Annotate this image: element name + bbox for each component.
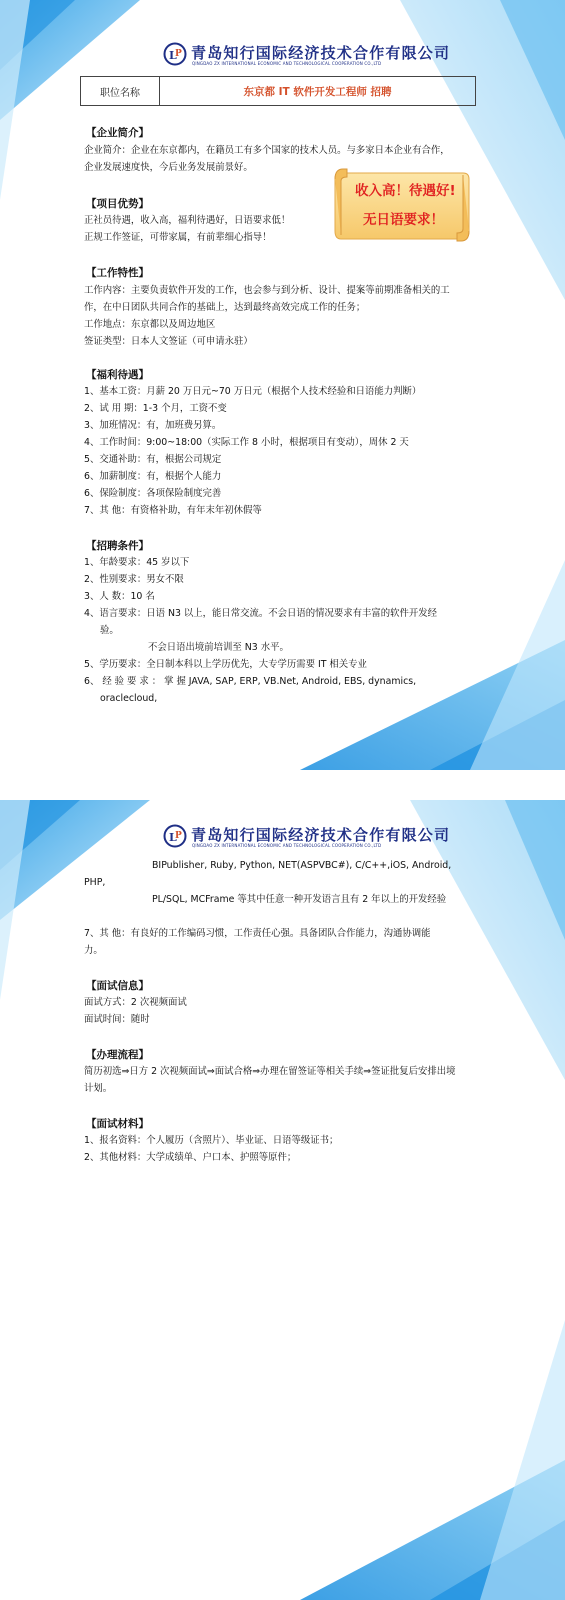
svg-text:L: L	[169, 831, 177, 844]
list-item: 2、试 用 期：1-3 个月，工资不变	[84, 403, 227, 414]
svg-text:P: P	[175, 831, 182, 841]
list-item: 4、工作时间：9:00~18:00（实际工作 8 小时，根据项目有变动），周休 2 天	[84, 437, 409, 448]
banner-line-1: 收入高！待遇好!	[355, 183, 456, 199]
list-item: 2、其他材料：大学成绩单、户口本、护照等原件；	[84, 1152, 297, 1163]
document-page-1	[0, 0, 565, 770]
text-line: 签证类型：日本人文签证（可申请永驻）	[84, 336, 253, 347]
list-item: 3、加班情况：有，加班费另算。	[84, 420, 222, 431]
text-line: 工作内容：主要负责软件开发的工作，也会参与到分析、设计、提案等前期准备相关的工	[84, 285, 450, 296]
logo-chinese-name: 青岛知行国际经济技术合作有限公司	[191, 826, 451, 844]
text-line: 作，在中日团队共同合作的基础上，达到最终高效完成工作的任务；	[84, 302, 366, 313]
position-label: 职位名称	[81, 77, 160, 105]
list-item: 1、基本工资：月薪 20 万日元~70 万日元（根据个人技术经验和日语能力判断）	[84, 386, 422, 397]
list-item: 6、 经 验 要 求 ： 掌 握 JAVA, SAP, ERP, VB.Net, Android, EBS, dynamics,	[84, 676, 417, 687]
banner-line-2: 无日语要求！	[363, 212, 444, 228]
logo-emblem-icon	[163, 824, 187, 848]
list-item: 4、语言要求：日语 N3 以上，能日常交流。不会日语的情况要求有丰富的软件开发经	[84, 608, 438, 619]
list-item: oraclecloud,	[100, 693, 158, 704]
section-heading-work: 【工作特性】	[86, 267, 149, 279]
list-item: 1、年龄要求：45 岁以下	[84, 557, 190, 568]
list-item: 1、报名资料：个人履历（含照片）、毕业证、日语等级证书；	[84, 1135, 339, 1146]
position-title: 东京都 IT 软件开发工程师 招聘	[243, 85, 392, 98]
section-heading-interview: 【面试信息】	[86, 980, 149, 992]
logo-english-name: QINGDAO ZX INTERNATIONAL ECONOMIC AND TECHNOLOGICAL COOPERATION CO.,LTD	[192, 843, 382, 848]
text-line: 正社员待遇，收入高，福利待遇好，日语要求低！	[84, 215, 291, 226]
list-item: 不会日语出境前培训至 N3 水平。	[148, 642, 289, 653]
text-line: PHP,	[84, 877, 106, 888]
list-item: 验。	[100, 625, 119, 636]
logo-english-name: QINGDAO ZX INTERNATIONAL ECONOMIC AND TECHNOLOGICAL COOPERATION CO.,LTD	[192, 61, 382, 66]
company-logo	[163, 824, 451, 854]
svg-text:P: P	[175, 49, 182, 59]
background-decoration	[0, 800, 565, 1600]
text-line: 简历初选⇒日方 2 次视频面试⇒面试合格⇒办理在留签证等相关手续⇒签证批复后安排出境	[84, 1066, 456, 1077]
text-line: 计划。	[84, 1083, 113, 1094]
text-line: BIPublisher, Ruby, Python, NET(ASPVBC#), C/C++,iOS, Android,	[152, 860, 452, 871]
list-item: 7、其 他：有资格补助，有年末年初休假等	[84, 505, 262, 516]
section-heading-materials: 【面试材料】	[86, 1118, 149, 1130]
text-line: 力。	[84, 945, 103, 956]
logo-emblem-icon	[163, 42, 187, 66]
text-line: 面试时间：随时	[84, 1014, 150, 1025]
section-heading-requirements: 【招聘条件】	[86, 540, 149, 552]
position-table	[80, 76, 476, 106]
list-item: 5、交通补助：有，根据公司规定	[84, 454, 222, 465]
section-heading-advantage: 【项目优势】	[86, 198, 149, 210]
list-item: 3、人 数：10 名	[84, 591, 155, 602]
text-line: 正规工作签证，可带家属，有前辈细心指导！	[84, 232, 272, 243]
text-line: 企业简介：企业在东京都内，在籍员工有多个国家的技术人员。与多家日本企业有合作，	[84, 145, 450, 156]
list-item: 6、加薪制度：有，根据个人能力	[84, 471, 222, 482]
svg-text:L: L	[169, 49, 177, 62]
page-gap	[0, 770, 565, 800]
text-line: 企业发展速度快，今后业务发展前景好。	[84, 162, 253, 173]
text-line: 面试方式：2 次视频面试	[84, 997, 187, 1008]
list-item: 6、保险制度：各项保险制度完善	[84, 488, 222, 499]
text-line: PL/SQL, MCFrame 等其中任意一种开发语言且有 2 年以上的开发经验	[152, 894, 447, 905]
document-page-2	[0, 800, 565, 1600]
section-heading-company: 【企业简介】	[86, 127, 149, 139]
logo-chinese-name: 青岛知行国际经济技术合作有限公司	[191, 44, 451, 62]
text-line: 工作地点：东京都以及周边地区	[84, 319, 216, 330]
scroll-banner-graphic	[333, 165, 471, 243]
list-item: 5、学历要求：全日制本科以上学历优先，大专学历需要 IT 相关专业	[84, 659, 367, 670]
list-item: 2、性别要求：男女不限	[84, 574, 184, 585]
text-line: 7、其 他：有良好的工作编码习惯，工作责任心强。具备团队合作能力，沟通协调能	[84, 928, 431, 939]
company-logo	[163, 42, 451, 72]
highlight-banner	[333, 165, 471, 247]
section-heading-process: 【办理流程】	[86, 1049, 149, 1061]
section-heading-welfare: 【福利待遇】	[86, 369, 149, 381]
